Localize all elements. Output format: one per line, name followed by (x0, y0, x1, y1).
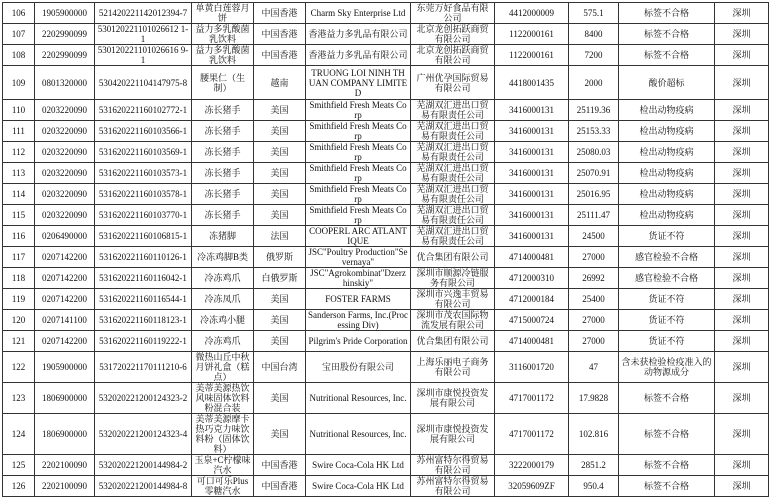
table-row (3, 383, 769, 414)
importer-cell: 芜湖双汇进出口贸易有限责任公司 (411, 226, 495, 247)
row-number-cell: 107 (3, 24, 35, 45)
importer-cell: 优合集团有限公司 (411, 331, 495, 352)
manufacturer-cell: 香港益力多乳品有限公司 (306, 24, 411, 45)
table-row (3, 66, 769, 100)
product-name-cell: 冷冻凤爪 (192, 289, 254, 310)
rejection-reason-cell: 货证不符 (619, 310, 715, 331)
manufacturer-cell: Sanderson Farms, Inc.(Processing Div) (306, 310, 411, 331)
row-number-cell: 121 (3, 331, 35, 352)
weight-cell: 8400 (569, 24, 619, 45)
weight-cell: 27000 (569, 247, 619, 268)
manufacturer-cell: 香港益力多乳品有限公司 (306, 45, 411, 66)
importer-code-cell: 4418001435 (495, 66, 569, 100)
product-name-cell: 冻长猪手 (192, 142, 254, 163)
weight-cell: 25400 (569, 289, 619, 310)
product-name-cell: 冻长猪手 (192, 205, 254, 226)
table-row (3, 352, 769, 383)
weight-cell: 25153.33 (569, 121, 619, 142)
rejection-reason-cell: 检出动物疫病 (619, 184, 715, 205)
origin-cell: 美国 (254, 163, 306, 184)
weight-cell: 102.816 (569, 414, 619, 455)
product-name-cell: 冻长猪手 (192, 121, 254, 142)
row-number-cell: 115 (3, 205, 35, 226)
weight-cell: 2851.2 (569, 455, 619, 476)
rejection-reason-cell: 标签不合格 (619, 414, 715, 455)
weight-cell: 7200 (569, 45, 619, 66)
reference-number-cell: 532020221200124323-4 (95, 414, 192, 455)
table-row (3, 310, 769, 331)
weight-cell: 25119.36 (569, 100, 619, 121)
hs-code-cell: 1905900000 (35, 3, 95, 24)
table-row (3, 226, 769, 247)
importer-cell: 芜湖双汇进出口贸易有限责任公司 (411, 121, 495, 142)
origin-cell: 中国台湾 (254, 352, 306, 383)
importer-cell: 北京龙创拓跃商贸有限公司 (411, 24, 495, 45)
port-cell: 深圳 (715, 226, 769, 247)
port-cell: 深圳 (715, 476, 769, 497)
rejection-reason-cell: 标签不合格 (619, 24, 715, 45)
hs-code-cell: 0203220090 (35, 121, 95, 142)
hs-code-cell: 2202990099 (35, 24, 95, 45)
rejection-reason-cell: 标签不合格 (619, 45, 715, 66)
row-number-cell: 118 (3, 268, 35, 289)
importer-code-cell: 3416000131 (495, 163, 569, 184)
reference-number-cell: 531620221160110126-1 (95, 247, 192, 268)
manufacturer-cell: COOPERL ARC ATLANTIQUE (306, 226, 411, 247)
row-number-cell: 109 (3, 66, 35, 100)
row-number-cell: 108 (3, 45, 35, 66)
port-cell: 深圳 (715, 205, 769, 226)
importer-code-cell: 3222000179 (495, 455, 569, 476)
importer-code-cell: 1122000161 (495, 45, 569, 66)
product-name-cell: 冷冻鸡小腿 (192, 310, 254, 331)
weight-cell: 950.4 (569, 476, 619, 497)
hs-code-cell: 2202100090 (35, 476, 95, 497)
rejection-reason-cell: 含未获检验检疫准入的动物源成分 (619, 352, 715, 383)
rejection-reason-cell: 感官检验不合格 (619, 268, 715, 289)
reference-number-cell: 531620221160103578-1 (95, 184, 192, 205)
table-row (3, 289, 769, 310)
hs-code-cell: 0207142200 (35, 268, 95, 289)
hs-code-cell: 1806900000 (35, 383, 95, 414)
reference-number-cell: 532020221200144984-8 (95, 476, 192, 497)
weight-cell: 575.1 (569, 3, 619, 24)
reference-number-cell: 531620221160106815-1 (95, 226, 192, 247)
product-name-cell: 冻长猪手 (192, 100, 254, 121)
importer-code-cell: 3416000131 (495, 184, 569, 205)
product-name-cell: 冻长猪手 (192, 163, 254, 184)
origin-cell: 美国 (254, 121, 306, 142)
importer-code-cell: 4717001172 (495, 414, 569, 455)
origin-cell: 美国 (254, 414, 306, 455)
weight-cell: 25080.03 (569, 142, 619, 163)
port-cell: 深圳 (715, 310, 769, 331)
product-name-cell: 美蒂美源热饮风味固体饮料粉混合装 (192, 383, 254, 414)
manufacturer-cell: Pilgrim's Pride Corporation (306, 331, 411, 352)
manufacturer-cell: Smithfield Fresh Meats Corp (306, 142, 411, 163)
port-cell: 深圳 (715, 121, 769, 142)
rejection-reason-cell: 检出动物疫病 (619, 142, 715, 163)
table-row (3, 476, 769, 497)
importer-cell: 芜湖双汇进出口贸易有限责任公司 (411, 184, 495, 205)
table-row (3, 455, 769, 476)
reference-number-cell: 532020221200144984-2 (95, 455, 192, 476)
row-number-cell: 123 (3, 383, 35, 414)
row-number-cell: 120 (3, 310, 35, 331)
importer-code-cell: 3416000131 (495, 121, 569, 142)
product-name-cell: 美蒂美源摩卡热巧克力味饮料粉（固体饮料） (192, 414, 254, 455)
reference-number-cell: 531620221160119222-1 (95, 331, 192, 352)
importer-code-cell: 3416000131 (495, 226, 569, 247)
reference-number-cell: 531620221160116042-1 (95, 268, 192, 289)
importer-cell: 优合集团有限公司 (411, 247, 495, 268)
table-row (3, 205, 769, 226)
product-name-cell: 冻猪脚 (192, 226, 254, 247)
port-cell: 深圳 (715, 268, 769, 289)
importer-code-cell: 3416000131 (495, 205, 569, 226)
importer-cell: 深圳市茂农国际物流发展有限公司 (411, 310, 495, 331)
product-name-cell: 益力多乳酸菌乳饮料 (192, 24, 254, 45)
rejection-reason-cell: 标签不合格 (619, 476, 715, 497)
port-cell: 深圳 (715, 66, 769, 100)
product-name-cell: 冻长猪手 (192, 184, 254, 205)
importer-code-cell: 32059609ZF (495, 476, 569, 497)
reference-number-cell: 530120221101026612 1-1 (95, 24, 192, 45)
reference-number-cell: 531620221160103569-1 (95, 142, 192, 163)
reference-number-cell: 531620221160118123-1 (95, 310, 192, 331)
row-number-cell: 125 (3, 455, 35, 476)
origin-cell: 中国香港 (254, 45, 306, 66)
origin-cell: 中国香港 (254, 476, 306, 497)
importer-cell: 上海乐丽电子商务有限公司 (411, 352, 495, 383)
port-cell: 深圳 (715, 352, 769, 383)
rejection-reason-cell: 感官检验不合格 (619, 247, 715, 268)
importer-code-cell: 4412000009 (495, 3, 569, 24)
table-row (3, 24, 769, 45)
origin-cell: 美国 (254, 184, 306, 205)
product-name-cell: 单黄白莲蓉月饼 (192, 3, 254, 24)
product-name-cell: 冷冻鸡爪 (192, 268, 254, 289)
importer-code-cell: 4712000310 (495, 268, 569, 289)
manufacturer-cell: Smithfield Fresh Meats Corp (306, 121, 411, 142)
rejection-reason-cell: 货证不符 (619, 331, 715, 352)
hs-code-cell: 0207141100 (35, 310, 95, 331)
weight-cell: 26992 (569, 268, 619, 289)
port-cell: 深圳 (715, 45, 769, 66)
importer-cell: 深圳市康悦投资发展有限公司 (411, 414, 495, 455)
origin-cell: 越南 (254, 66, 306, 100)
hs-code-cell: 0203220090 (35, 184, 95, 205)
product-name-cell: 冷冻鸡脚B类 (192, 247, 254, 268)
rejection-reason-cell: 酸价超标 (619, 66, 715, 100)
origin-cell: 美国 (254, 100, 306, 121)
weight-cell: 24500 (569, 226, 619, 247)
importer-cell: 东莞万好食品有限公司 (411, 3, 495, 24)
table-row (3, 414, 769, 455)
reference-number-cell: 531620221160103573-1 (95, 163, 192, 184)
row-number-cell: 114 (3, 184, 35, 205)
weight-cell: 25111.47 (569, 205, 619, 226)
hs-code-cell: 0801320000 (35, 66, 95, 100)
manufacturer-cell: Charm Sky Enterprise Ltd (306, 3, 411, 24)
reference-number-cell: 531620221160103770-1 (95, 205, 192, 226)
weight-cell: 27000 (569, 331, 619, 352)
table-row (3, 3, 769, 24)
row-number-cell: 117 (3, 247, 35, 268)
origin-cell: 美国 (254, 310, 306, 331)
origin-cell: 美国 (254, 205, 306, 226)
reference-number-cell: 531620221160116544-1 (95, 289, 192, 310)
row-number-cell: 110 (3, 100, 35, 121)
product-name-cell: 可口可乐Plus零糖汽水 (192, 476, 254, 497)
weight-cell: 17.9828 (569, 383, 619, 414)
weight-cell: 47 (569, 352, 619, 383)
manufacturer-cell: Nutritional Resources, Inc. (306, 383, 411, 414)
hs-code-cell: 2202990099 (35, 45, 95, 66)
importer-code-cell: 4714000481 (495, 331, 569, 352)
rejected-imports-table (2, 2, 769, 497)
weight-cell: 2000 (569, 66, 619, 100)
importer-cell: 芜湖双汇进出口贸易有限责任公司 (411, 205, 495, 226)
importer-code-cell: 4717001172 (495, 383, 569, 414)
rejection-reason-cell: 标签不合格 (619, 3, 715, 24)
table-row (3, 45, 769, 66)
hs-code-cell: 1905900000 (35, 352, 95, 383)
table-row (3, 331, 769, 352)
manufacturer-cell: Smithfield Fresh Meats Corp (306, 163, 411, 184)
table-row (3, 121, 769, 142)
hs-code-cell: 0207142200 (35, 331, 95, 352)
rejection-reason-cell: 标签不合格 (619, 455, 715, 476)
origin-cell: 中国香港 (254, 455, 306, 476)
hs-code-cell: 0203220090 (35, 100, 95, 121)
row-number-cell: 112 (3, 142, 35, 163)
row-number-cell: 106 (3, 3, 35, 24)
reference-number-cell: 531620221160103566-1 (95, 121, 192, 142)
row-number-cell: 113 (3, 163, 35, 184)
origin-cell: 中国香港 (254, 24, 306, 45)
table-row (3, 100, 769, 121)
reference-number-cell: 530120221101026616 9-1 (95, 45, 192, 66)
port-cell: 深圳 (715, 289, 769, 310)
hs-code-cell: 1806900000 (35, 414, 95, 455)
importer-cell: 芜湖双汇进出口贸易有限责任公司 (411, 100, 495, 121)
row-number-cell: 122 (3, 352, 35, 383)
table-row (3, 142, 769, 163)
product-name-cell: 玉泉+C柠檬味汽水 (192, 455, 254, 476)
port-cell: 深圳 (715, 100, 769, 121)
rejection-reason-cell: 检出动物疫病 (619, 100, 715, 121)
rejection-reason-cell: 检出动物疫病 (619, 163, 715, 184)
port-cell: 深圳 (715, 24, 769, 45)
importer-cell: 苏州富特尔得贸易有限公司 (411, 476, 495, 497)
origin-cell: 美国 (254, 142, 306, 163)
importer-code-cell: 3116001720 (495, 352, 569, 383)
port-cell: 深圳 (715, 247, 769, 268)
rejection-reason-cell: 检出动物疫病 (619, 121, 715, 142)
importer-code-cell: 4715000724 (495, 310, 569, 331)
table-body (3, 3, 769, 497)
port-cell: 深圳 (715, 331, 769, 352)
origin-cell: 美国 (254, 383, 306, 414)
manufacturer-cell: FOSTER FARMS (306, 289, 411, 310)
manufacturer-cell: Swire Coca-Cola HK Ltd (306, 455, 411, 476)
port-cell: 深圳 (715, 163, 769, 184)
rejection-reason-cell: 货证不符 (619, 289, 715, 310)
origin-cell: 俄罗斯 (254, 247, 306, 268)
importer-cell: 芜湖双汇进出口贸易有限责任公司 (411, 163, 495, 184)
manufacturer-cell: Swire Coca-Cola HK Ltd (306, 476, 411, 497)
importer-code-cell: 3416000131 (495, 100, 569, 121)
hs-code-cell: 0206490000 (35, 226, 95, 247)
port-cell: 深圳 (715, 414, 769, 455)
hs-code-cell: 0203220090 (35, 163, 95, 184)
rejection-reason-cell: 检出动物疫病 (619, 205, 715, 226)
row-number-cell: 124 (3, 414, 35, 455)
weight-cell: 25070.91 (569, 163, 619, 184)
table-row (3, 184, 769, 205)
hs-code-cell: 0203220090 (35, 205, 95, 226)
origin-cell: 美国 (254, 331, 306, 352)
importer-cell: 广州优孕国际贸易有限公司 (411, 66, 495, 100)
table-row (3, 268, 769, 289)
manufacturer-cell: Nutritional Resources, Inc. (306, 414, 411, 455)
table-row (3, 247, 769, 268)
manufacturer-cell: Smithfield Fresh Meats Corp (306, 100, 411, 121)
importer-cell: 芜湖双汇进出口贸易有限责任公司 (411, 142, 495, 163)
origin-cell: 白俄罗斯 (254, 268, 306, 289)
hs-code-cell: 2202100090 (35, 455, 95, 476)
manufacturer-cell: JSC"Poultry Production"Severnaya" (306, 247, 411, 268)
weight-cell: 27000 (569, 310, 619, 331)
port-cell: 深圳 (715, 184, 769, 205)
port-cell: 深圳 (715, 142, 769, 163)
port-cell: 深圳 (715, 455, 769, 476)
reference-number-cell: 521420221142012394-7 (95, 3, 192, 24)
importer-code-cell: 3416000131 (495, 142, 569, 163)
importer-cell: 苏州富特尔得贸易有限公司 (411, 455, 495, 476)
port-cell: 深圳 (715, 3, 769, 24)
hs-code-cell: 0203220090 (35, 142, 95, 163)
product-name-cell: 益力多乳酸菌乳饮料 (192, 45, 254, 66)
manufacturer-cell: 宝田股份有限公司 (306, 352, 411, 383)
row-number-cell: 111 (3, 121, 35, 142)
hs-code-cell: 0207142200 (35, 247, 95, 268)
product-name-cell: 腰果仁（生制） (192, 66, 254, 100)
rejection-reason-cell: 货证不符 (619, 226, 715, 247)
hs-code-cell: 0207142200 (35, 289, 95, 310)
importer-code-cell: 4712000184 (495, 289, 569, 310)
reference-number-cell: 532020221200124323-2 (95, 383, 192, 414)
weight-cell: 25016.95 (569, 184, 619, 205)
manufacturer-cell: JSC"Agrokombinat"Dzerzhinskiy" (306, 268, 411, 289)
importer-code-cell: 4714000481 (495, 247, 569, 268)
row-number-cell: 116 (3, 226, 35, 247)
importer-cell: 深圳市康悦投资发展有限公司 (411, 383, 495, 414)
importer-code-cell: 1122000161 (495, 24, 569, 45)
origin-cell: 美国 (254, 289, 306, 310)
manufacturer-cell: Smithfield Fresh Meats Corp (306, 184, 411, 205)
importer-cell: 深圳市顺源冷链服务有限公司 (411, 268, 495, 289)
rejection-reason-cell: 标签不合格 (619, 383, 715, 414)
importer-cell: 北京龙创拓跃商贸有限公司 (411, 45, 495, 66)
table-row (3, 163, 769, 184)
product-name-cell: 微热山丘中秋月饼礼盒（糕点） (192, 352, 254, 383)
manufacturer-cell: TRUONG LOI NINH THUAN COMPANY LIMITED (306, 66, 411, 100)
reference-number-cell: 530420221104147975-8 (95, 66, 192, 100)
row-number-cell: 126 (3, 476, 35, 497)
row-number-cell: 119 (3, 289, 35, 310)
manufacturer-cell: Smithfield Fresh Meats Corp (306, 205, 411, 226)
port-cell: 深圳 (715, 383, 769, 414)
origin-cell: 中国香港 (254, 3, 306, 24)
importer-cell: 深圳市兴逸丰贸易有限公司 (411, 289, 495, 310)
origin-cell: 法国 (254, 226, 306, 247)
product-name-cell: 冷冻鸡爪 (192, 331, 254, 352)
reference-number-cell: 531620221160102772-1 (95, 100, 192, 121)
reference-number-cell: 531720221170111210-6 (95, 352, 192, 383)
